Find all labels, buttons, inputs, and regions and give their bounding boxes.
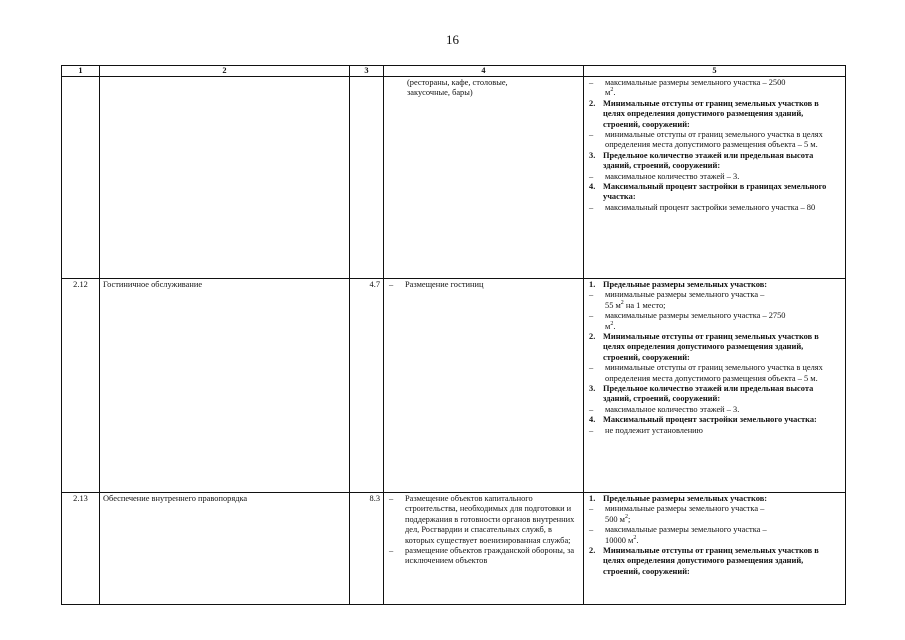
section-heading: 1. Предельные размеры земельных участков: <box>589 494 768 503</box>
list-item: – максимальные размеры земельного участка – 10000 $м^2$. <box>589 525 767 545</box>
row-number-cell: 2.13 <box>62 493 100 605</box>
list-item: – минимальные отступы от границ земельного участка в целях определения места допустимого размещения объекта – 5 м. <box>589 363 823 383</box>
use-type-cell <box>100 77 350 279</box>
list-item: – максимальное количество этажей – 3. <box>589 171 740 181</box>
table-row-2-13 <box>62 493 846 605</box>
code-cell: 4.7 <box>350 279 384 493</box>
list-item: – Размещение гостиниц <box>389 280 484 289</box>
section-heading: 2. Минимальные отступы от границ земельных участков в целях определения допустимого размещения зданий, строений, сооружений: <box>589 332 819 362</box>
list-item: – максимальные размеры земельного участка – 2750 $м^2$. <box>589 311 786 331</box>
table-row-continuation <box>62 77 846 279</box>
table-row-2-12 <box>62 279 846 493</box>
list-item: – минимальные размеры земельного участка – 55 $м^2$ на 1 место; <box>589 290 765 310</box>
use-type-cell: Обеспечение внутреннего правопорядка <box>100 493 350 605</box>
header-col-1: 1 <box>62 66 100 77</box>
section-heading: 1. Предельные размеры земельных участков: <box>589 280 768 289</box>
list-item: – минимальные отступы от границ земельного участка в целях определения места допустимого размещения объекта – 5 м. <box>589 130 823 150</box>
section-heading: 2. Минимальные отступы от границ земельных участков в целях определения допустимого размещения зданий, строений, сооружений: <box>589 98 819 129</box>
regulations-table <box>61 65 846 605</box>
code-cell: 8.3 <box>350 493 384 605</box>
use-type-cell: Гостиничное обслуживание <box>100 279 350 493</box>
code-cell <box>350 77 384 279</box>
description-cell <box>384 77 584 279</box>
description-cell <box>384 279 584 493</box>
list-item: – не подлежит установлению <box>589 425 703 435</box>
parameters-cell <box>584 493 846 605</box>
parameters-cell <box>584 279 846 493</box>
section-heading: 2. Минимальные отступы от границ земельных участков в целях определения допустимого размещения зданий, строений, сооружений: <box>589 546 819 576</box>
row-number-cell: 2.12 <box>62 279 100 493</box>
page-number: 16 <box>446 32 459 47</box>
list-item: – максимальный процент застройки земельного участка – 80 <box>589 202 816 212</box>
list-item: – Размещение объектов капитального строительства, необходимых для подготовки и поддержания в готовности органов внутренних дел, Росгвардии и спасательных служб, в которых существует военизированная служба; <box>389 494 575 545</box>
list-item: – размещение объектов гражданской обороны, за исключением объектов <box>389 546 575 566</box>
section-heading: 3. Предельное количество этажей или предельная высота зданий, строений, сооружений: <box>589 384 814 404</box>
header-col-4: 4 <box>384 66 584 77</box>
table-header-row <box>62 66 846 77</box>
header-col-5: 5 <box>584 66 846 77</box>
description-line: (рестораны, кафе, столовые, <box>407 78 508 87</box>
row-number-cell <box>62 77 100 279</box>
list-item: – максимальное количество этажей – 3. <box>589 404 740 414</box>
section-heading: 4. Максимальный процент застройки в границах земельного участка: <box>589 182 827 202</box>
section-heading: 4. Максимальный процент застройки земельного участка: <box>589 415 817 425</box>
description-line: закусочные, бары) <box>407 88 473 98</box>
section-heading: 3. Предельное количество этажей или предельная высота зданий, строений, сооружений: <box>589 150 814 171</box>
description-cell <box>384 493 584 605</box>
list-item: – максимальные размеры земельного участка – 2500 $м^2$. <box>589 78 786 98</box>
header-col-3: 3 <box>350 66 384 77</box>
list-item: – минимальные размеры земельного участка – 500 $м^2$; <box>589 504 765 524</box>
header-col-2: 2 <box>100 66 350 77</box>
parameters-cell <box>584 77 846 279</box>
